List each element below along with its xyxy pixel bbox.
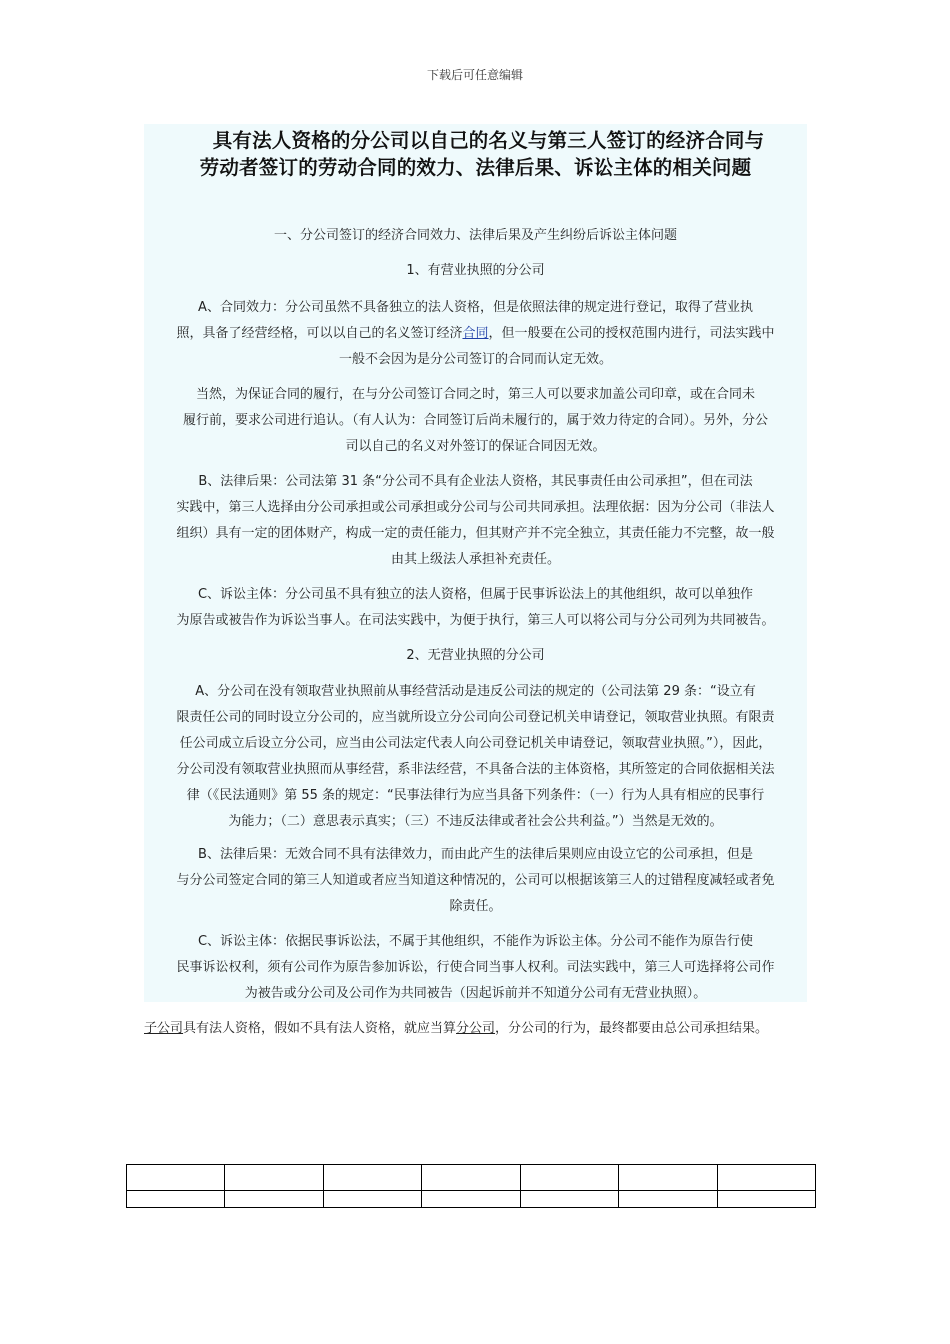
para-c2-line-2: 民事诉讼权利，须有公司作为原告参加诉讼，行使合同当事人权利。司法实践中，第三人可选择将公司作	[176, 960, 775, 975]
para-a-line-2-post: ，但一般要在公司的授权范围内进行，司法实践中	[488, 326, 775, 341]
footer-paragraph	[144, 1016, 807, 1042]
table-cell	[520, 1165, 618, 1191]
document-title	[144, 124, 807, 181]
header-note: 下载后可任意编辑	[426, 68, 523, 82]
para-b-line-1: B、法律后果：公司法第 31 条“分公司不具有企业法人资格，其民事责任由公司承担”，但在司法	[198, 474, 753, 489]
para-a2-line-4: 分公司没有领取营业执照而从事经营，系非法经营，不具备合法的主体资格，其所签定的合同依据相关法	[176, 762, 775, 777]
para-note-line-2: 履行前，要求公司进行追认。（有人认为：合同签订后尚未履行的，属于效力待定的合同）。另外，分公	[182, 413, 768, 428]
subheading-without-license: 2、无营业执照的分公司	[406, 648, 545, 663]
para-a-line-2	[144, 321, 807, 347]
para-a2-line-1: A、分公司在没有领取营业执照前从事经营活动是违反公司法的规定的（公司法第 29 条：“设立有	[195, 684, 756, 699]
title-line-2: 劳动者签订的劳动合同的效力、法律后果、诉讼主体的相关问题	[199, 156, 752, 179]
para-a2-line-6: 为能力；（二）意思表示真实；（三）不违反法律或者社会公共利益。”）当然是无效的。	[228, 814, 723, 829]
table-row	[127, 1191, 816, 1208]
table-cell	[323, 1191, 421, 1208]
para-a2-line-5: 律（《民法通则》第 55 条的规定：“民事法律行为应当具备下列条件：（一）行为人具有相应的民事行	[186, 788, 765, 803]
section-heading: 一、分公司签订的经济合同效力、法律后果及产生纠纷后诉讼主体问题	[273, 228, 677, 243]
title-line-1: 具有法人资格的分公司以自己的名义与第三人签订的经济合同与	[212, 129, 765, 152]
subheading-with-license: 1、有营业执照的分公司	[406, 263, 545, 278]
para-a-line-2-pre: 照，具备了经营经格，可以以自己的名义签订经济	[176, 326, 463, 341]
footer-text-2: ，分公司的行为，最终都要由总公司承担结果。	[495, 1021, 769, 1036]
table-cell	[619, 1165, 717, 1191]
table-cell	[717, 1191, 815, 1208]
table-row	[127, 1165, 816, 1191]
contract-link[interactable]: 合同	[462, 326, 489, 341]
table-cell	[225, 1165, 323, 1191]
table-cell	[717, 1165, 815, 1191]
para-c2-line-1: C、诉讼主体：依据民事诉讼法，不属于其他组织，不能作为诉讼主体。分公司不能作为原告行使	[197, 934, 754, 949]
para-a-line-1: A、合同效力：分公司虽然不具备独立的法人资格，但是依照法律的规定进行登记，取得了营业执	[198, 300, 753, 315]
main-content-block	[144, 124, 807, 1002]
para-c2-line-3: 为被告或分公司及公司作为共同被告（因起诉前并不知道分公司有无营业执照）。	[244, 986, 707, 1001]
para-c-line-2: 为原告或被告作为诉讼当事人。在司法实践中，为便于执行，第三人可以将公司与分公司列为共同被告。	[176, 613, 775, 628]
para-note-line-3: 司以自己的名义对外签订的保证合同因无效。	[345, 439, 606, 454]
table-cell	[225, 1191, 323, 1208]
table-cell	[127, 1191, 225, 1208]
para-b2-line-3: 除责任。	[449, 899, 502, 914]
para-c-line-1: C、诉讼主体：分公司虽不具有独立的法人资格，但属于民事诉讼法上的其他组织，故可以单独作	[197, 587, 754, 602]
table-cell	[127, 1165, 225, 1191]
para-a2-line-3: 任公司成立后设立分公司，应当由公司法定代表人向公司登记机关申请登记，领取营业执照。”），因此，	[179, 736, 772, 751]
table-cell	[520, 1191, 618, 1208]
subsidiary-link[interactable]: 子公司	[144, 1021, 184, 1036]
para-b2-line-2: 与分公司签定合同的第三人知道或者应当知道这种情况的，公司可以根据该第三人的过错程度减轻或者免	[176, 873, 775, 888]
table-cell	[323, 1165, 421, 1191]
para-b-line-2: 实践中，第三人选择由分公司承担或公司承担或分公司与公司共同承担。法理依据：因为分公司（非法人	[176, 500, 775, 515]
para-note-line-1: 当然，为保证合同的履行，在与分公司签订合同之时，第三人可以要求加盖公司印章，或在合同未	[195, 387, 755, 402]
branch-company-link[interactable]: 分公司	[456, 1021, 496, 1036]
para-b-line-4: 由其上级法人承担补充责任。	[390, 552, 560, 567]
para-b-line-3: 组织）具有一定的团体财产，构成一定的责任能力，但其财产并不完全独立，其责任能力不完整，故一般	[176, 526, 775, 541]
para-a2-line-2: 限责任公司的同时设立分公司的，应当就所设立分公司向公司登记机关申请登记，领取营业执照。有限责	[176, 710, 775, 725]
table-cell	[619, 1191, 717, 1208]
table-cell	[422, 1191, 520, 1208]
table-cell	[422, 1165, 520, 1191]
empty-table	[126, 1164, 816, 1208]
para-a-line-3: 一般不会因为是分公司签订的合同而认定无效。	[338, 352, 612, 367]
footer-text-1: 具有法人资格，假如不具有法人资格，就应当算	[183, 1021, 457, 1036]
para-b2-line-1: B、法律后果：无效合同不具有法律效力，而由此产生的法律后果则应由设立它的公司承担，但是	[198, 847, 753, 862]
